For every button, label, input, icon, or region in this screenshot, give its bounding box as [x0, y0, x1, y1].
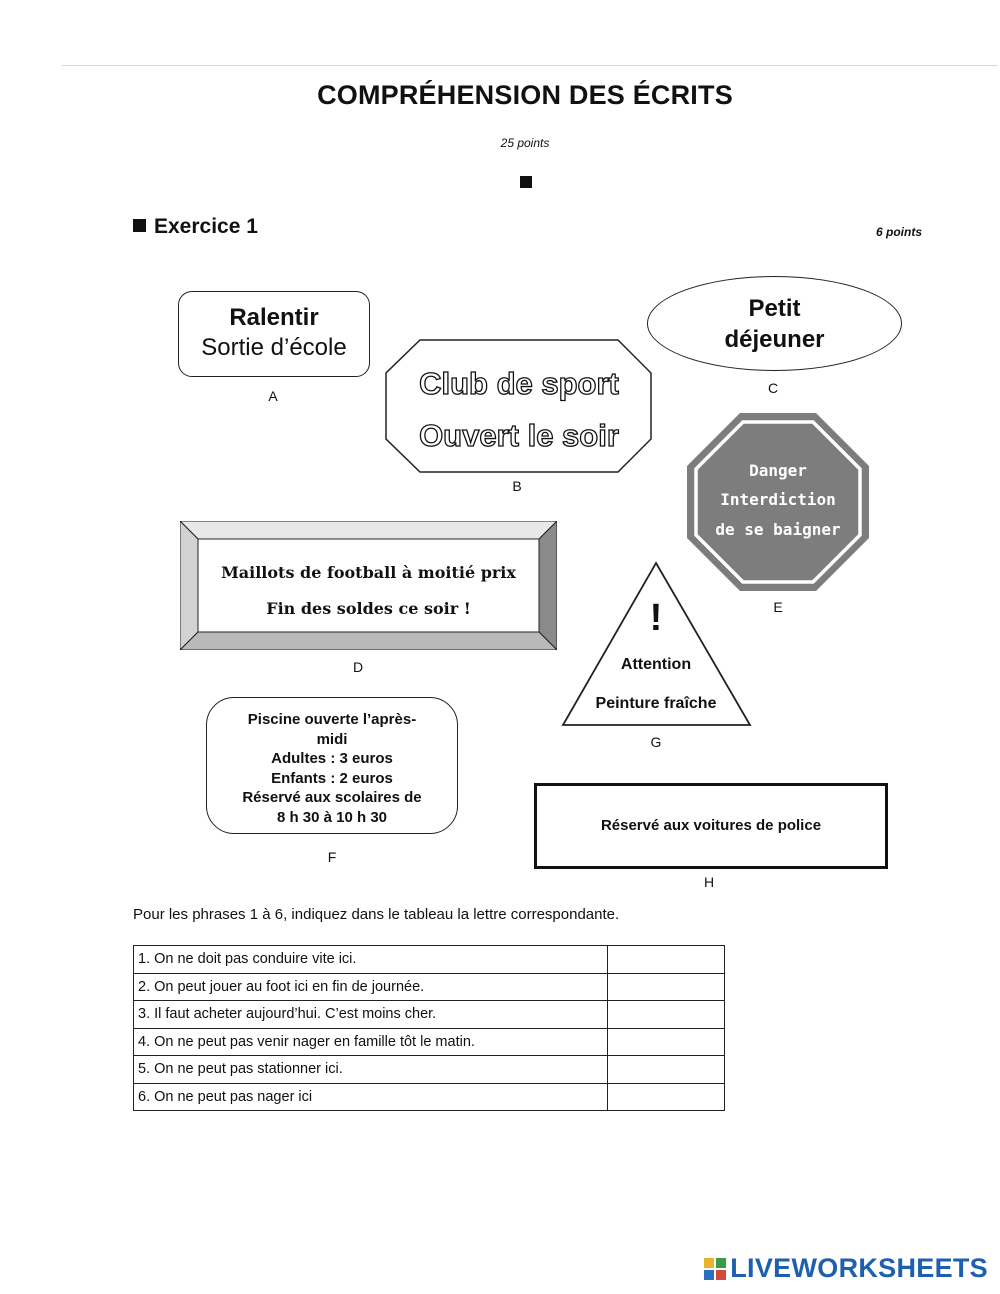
- sign-d-label: D: [352, 659, 364, 675]
- answer-field[interactable]: [608, 1056, 725, 1084]
- exercise-title-text: Exercice 1: [154, 215, 258, 238]
- sign-g: [560, 560, 754, 728]
- sign-g-label: G: [650, 734, 662, 750]
- table-row: [134, 1056, 725, 1084]
- sign-f-label: F: [327, 849, 337, 865]
- sign-b-label: B: [512, 478, 522, 494]
- sign-f-line2: midi: [316, 730, 348, 748]
- logo-tile: [716, 1258, 726, 1268]
- question-cell: 6. On ne peut pas nager ici: [134, 1083, 608, 1111]
- exercise-points: 6 points: [875, 225, 922, 239]
- sign-e-line3: de se baigner: [715, 520, 841, 539]
- logo-tile: [704, 1258, 714, 1268]
- answer-field[interactable]: [608, 1083, 725, 1111]
- page-title: COMPRÉHENSION DES ÉCRITS: [317, 80, 733, 110]
- question-cell: 2. On peut jouer au foot ici en fin de journée.: [134, 973, 608, 1001]
- sign-c-label: C: [767, 380, 779, 396]
- sign-f-line5: Réservé aux scolaires de: [242, 789, 422, 806]
- sign-e-line1: Danger: [749, 461, 807, 480]
- question-cell: 3. Il faut acheter aujourd’hui. C’est moins cher.: [134, 1001, 608, 1029]
- square-bullet-icon: [133, 219, 146, 232]
- question-cell: 4. On ne peut pas venir nager en famille tôt le matin.: [134, 1028, 608, 1056]
- sign-h-label: H: [703, 874, 715, 890]
- sign-a-line2: Sortie d’école: [201, 334, 347, 361]
- brand-logo[interactable]: [703, 1253, 988, 1284]
- sign-f-line3: Adultes : 3 euros: [271, 750, 393, 767]
- sign-c-line1: Petit: [748, 295, 801, 322]
- logo-tile: [716, 1270, 726, 1280]
- answer-field[interactable]: [608, 946, 725, 974]
- sign-a-label: A: [268, 388, 278, 404]
- square-bullet-icon: [520, 176, 532, 188]
- sign-b-line1: Club de sport: [419, 366, 619, 401]
- sign-e-line2: Interdiction: [720, 490, 836, 509]
- top-divider: [62, 65, 998, 66]
- sign-h: [534, 783, 888, 869]
- instructions: Pour les phrases 1 à 6, indiquez dans le tableau la lettre correspondante.: [133, 906, 620, 923]
- exercise-title: [133, 215, 258, 239]
- sign-d-line2: Fin des soldes ce soir !: [266, 599, 471, 618]
- sign-h-line1: Réservé aux voitures de police: [600, 817, 822, 834]
- sign-g-line1: Attention: [620, 656, 692, 673]
- total-points: 25 points: [500, 136, 550, 150]
- table-row: [134, 973, 725, 1001]
- sign-c-line2: déjeuner: [724, 326, 825, 353]
- answer-field[interactable]: [608, 1028, 725, 1056]
- sign-b-line2: Ouvert le soir: [419, 418, 619, 453]
- sign-a: [178, 291, 370, 377]
- sign-b: [385, 339, 653, 474]
- liveworksheets-logo-icon: [703, 1257, 727, 1281]
- sign-f-line4: Enfants : 2 euros: [271, 769, 393, 787]
- table-row: [134, 946, 725, 974]
- table-row: [134, 1001, 725, 1029]
- answer-field[interactable]: [608, 1001, 725, 1029]
- question-cell: 1. On ne doit pas conduire vite ici.: [134, 946, 608, 974]
- sign-e-label: E: [773, 599, 783, 615]
- table-row: [134, 1083, 725, 1111]
- sign-a-line1: Ralentir: [229, 304, 319, 331]
- sign-d: [180, 521, 557, 650]
- sign-g-line2: Peinture fraîche: [595, 695, 717, 712]
- question-cell: 5. On ne peut pas stationner ici.: [134, 1056, 608, 1084]
- logo-tile: [704, 1270, 714, 1280]
- sign-d-line1: Maillots de football à moitié prix: [221, 563, 516, 582]
- answer-table: [133, 945, 725, 1111]
- brand-name: LIVEWORKSHEETS: [730, 1253, 988, 1283]
- answer-field[interactable]: [608, 973, 725, 1001]
- sign-g-mark: !: [649, 597, 663, 639]
- table-row: [134, 1028, 725, 1056]
- sign-c: [647, 276, 902, 371]
- sign-f: [206, 697, 458, 834]
- sign-f-line1: Piscine ouverte l’après-: [247, 711, 417, 728]
- sign-f-line6: 8 h 30 à 10 h 30: [276, 808, 388, 826]
